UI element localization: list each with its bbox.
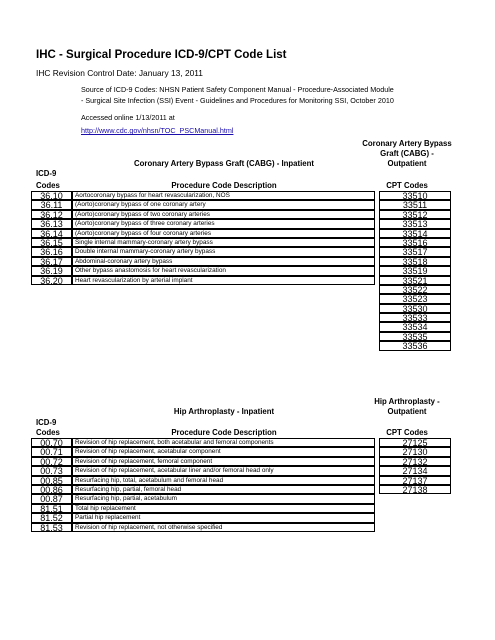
cpt-code: 27132: [379, 457, 451, 466]
procedure-description: (Aorto)coronary bypass of one coronary artery: [72, 200, 375, 209]
table-row: [31, 485, 460, 494]
source-line-2: - Surgical Site Infection (SSI) Event - Guidelines and Procedures for Monitoring SSI, October 2010: [81, 96, 394, 105]
hip-icd-header-1: ICD-9: [36, 418, 57, 427]
table-row: [31, 210, 460, 219]
accessed-text: Accessed online 1/13/2011 at: [81, 113, 175, 122]
table-row: [31, 266, 460, 275]
cpt-code: 33523: [379, 294, 451, 303]
cabg-cpt-header: CPT Codes: [386, 181, 428, 190]
procedure-description: (Aorto)coronary bypass of two coronary arteries: [72, 210, 375, 219]
table-row: [31, 476, 460, 485]
procedure-description: (Aorto)coronary bypass of three coronary arteries: [72, 219, 375, 228]
icd-code: 00.85: [31, 476, 72, 485]
cabg-icd-header-2: Codes: [36, 181, 60, 190]
procedure-description: (Aorto)coronary bypass of four coronary arteries: [72, 229, 375, 238]
icd-code: 36.17: [31, 257, 72, 266]
revision-date: IHC Revision Control Date: January 13, 2011: [36, 68, 203, 78]
table-row: [31, 313, 460, 322]
cpt-code: 33533: [379, 313, 451, 322]
cpt-code: 27138: [379, 485, 451, 494]
cpt-code: 33517: [379, 247, 451, 256]
cpt-code: 33513: [379, 219, 451, 228]
icd-code: 36.15: [31, 238, 72, 247]
table-row: [31, 523, 460, 532]
procedure-description: Revision of hip replacement, both acetabular and femoral components: [72, 438, 375, 447]
hip-inpatient-title: Hip Arthroplasty - Inpatient: [173, 407, 275, 416]
icd-code: 36.10: [31, 191, 72, 200]
hip-cpt-header: CPT Codes: [386, 428, 428, 437]
procedure-description: Revision of hip replacement, not otherwise specified: [72, 523, 375, 532]
cabg-table: [31, 191, 460, 351]
hip-table: [31, 438, 460, 532]
procedure-description: Partial hip replacement: [72, 513, 375, 522]
cabg-desc-header: Procedure Code Description: [171, 181, 277, 190]
cabg-outpatient-title-2: Graft (CABG) -: [380, 149, 434, 158]
cpt-code: 27125: [379, 438, 451, 447]
hip-outpatient-title-3: Outpatient: [387, 407, 427, 416]
icd-code: 00.86: [31, 485, 72, 494]
table-row: [31, 341, 460, 350]
procedure-description: Abdominal-coronary artery bypass: [72, 257, 375, 266]
icd-code: 00.73: [31, 466, 72, 475]
hip-icd-header-2: Codes: [36, 428, 60, 437]
table-row: [31, 257, 460, 266]
source-link[interactable]: http://www.cdc.gov/nhsn/TOC_PSCManual.html: [81, 126, 234, 135]
table-row: [31, 191, 460, 200]
cpt-code: 33534: [379, 322, 451, 331]
table-row: [31, 457, 460, 466]
procedure-description: Aortocoronary bypass for heart revascularization, NOS: [72, 191, 375, 200]
cpt-code: 33510: [379, 191, 451, 200]
icd-code: 36.13: [31, 219, 72, 228]
table-row: [31, 304, 460, 313]
procedure-description: Revision of hip replacement, acetabular liner and/or femoral head only: [72, 466, 375, 475]
cpt-code: 33530: [379, 304, 451, 313]
procedure-description: Total hip replacement: [72, 504, 375, 513]
table-row: [31, 447, 460, 456]
icd-code: 36.20: [31, 276, 72, 285]
hip-outpatient-title-2: Hip Arthroplasty -: [374, 397, 440, 406]
cpt-code: 27137: [379, 476, 451, 485]
table-row: [31, 332, 460, 341]
table-row: [31, 438, 460, 447]
cpt-code: 33535: [379, 332, 451, 341]
cpt-code: 27134: [379, 466, 451, 475]
cpt-code: 33512: [379, 210, 451, 219]
icd-code: 00.87: [31, 494, 72, 503]
icd-code: 36.11: [31, 200, 72, 209]
procedure-description: Other bypass anastomosis for heart revascularization: [72, 266, 375, 275]
icd-code: 36.12: [31, 210, 72, 219]
hip-desc-header: Procedure Code Description: [171, 428, 277, 437]
table-row: [31, 285, 460, 294]
icd-code: 00.72: [31, 457, 72, 466]
cpt-code: 33521: [379, 276, 451, 285]
cpt-code: 33519: [379, 266, 451, 275]
icd-code: 00.71: [31, 447, 72, 456]
table-row: [31, 276, 460, 285]
table-row: [31, 513, 460, 522]
table-row: [31, 322, 460, 331]
procedure-description: Resurfacing hip, total, acetabulum and femoral head: [72, 476, 375, 485]
cpt-code: 33536: [379, 341, 451, 350]
table-row: [31, 494, 460, 503]
cabg-outpatient-title-3: Outpatient: [387, 159, 427, 168]
icd-code: 81.52: [31, 513, 72, 522]
cpt-code: 27130: [379, 447, 451, 456]
table-row: [31, 294, 460, 303]
page-title: IHC - Surgical Procedure ICD-9/CPT Code List: [36, 49, 287, 61]
source-line-1: Source of ICD-9 Codes: NHSN Patient Safety Component Manual - Procedure-Associated Module: [81, 85, 394, 94]
procedure-description: Resurfacing hip, partial, femoral head: [72, 485, 375, 494]
procedure-description: Resurfacing hip, partial, acetabulum: [72, 494, 375, 503]
procedure-description: Double internal mammary-coronary artery bypass: [72, 247, 375, 256]
table-row: [31, 219, 460, 228]
icd-code: 81.53: [31, 523, 72, 532]
cabg-icd-header-1: ICD-9: [36, 169, 57, 178]
cpt-code: 33511: [379, 200, 451, 209]
icd-code: 00.70: [31, 438, 72, 447]
table-row: [31, 247, 460, 256]
table-row: [31, 238, 460, 247]
procedure-description: Revision of hip replacement, femoral component: [72, 457, 375, 466]
cabg-outpatient-title-1: Coronary Artery Bypass: [362, 139, 452, 148]
procedure-description: Single internal mammary-coronary artery bypass: [72, 238, 375, 247]
table-row: [31, 200, 460, 209]
table-row: [31, 504, 460, 513]
icd-code: 36.14: [31, 229, 72, 238]
table-row: [31, 466, 460, 475]
cpt-code: 33522: [379, 285, 451, 294]
icd-code: 81.51: [31, 504, 72, 513]
cabg-inpatient-title: Coronary Artery Bypass Graft (CABG) - Inpatient: [134, 159, 314, 168]
cpt-code: 33514: [379, 229, 451, 238]
cpt-code: 33518: [379, 257, 451, 266]
procedure-description: Revision of hip replacement, acetabular component: [72, 447, 375, 456]
icd-code: 36.16: [31, 247, 72, 256]
procedure-description: Heart revascularization by arterial implant: [72, 276, 375, 285]
icd-code: 36.19: [31, 266, 72, 275]
table-row: [31, 229, 460, 238]
cpt-code: 33516: [379, 238, 451, 247]
